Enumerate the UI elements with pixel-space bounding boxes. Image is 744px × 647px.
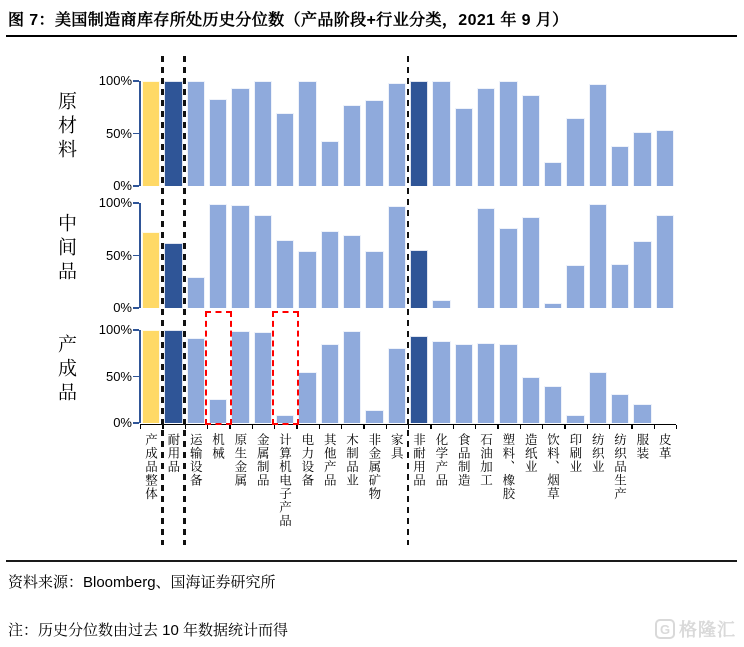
bar bbox=[343, 331, 362, 423]
bar bbox=[298, 81, 317, 186]
y-axis-tick bbox=[133, 185, 139, 187]
x-axis-label: 计算机电子产品 bbox=[277, 433, 292, 528]
bar bbox=[254, 332, 273, 423]
highlight-box bbox=[272, 311, 299, 425]
bar bbox=[544, 303, 563, 308]
bar bbox=[566, 118, 585, 186]
bar bbox=[231, 331, 250, 423]
x-axis-tick bbox=[207, 425, 208, 429]
x-axis-tick bbox=[631, 425, 632, 429]
y-tick-label: 0% bbox=[113, 300, 132, 315]
bar bbox=[477, 208, 496, 308]
stage-separator-line bbox=[183, 56, 186, 545]
x-axis-label: 造纸业 bbox=[523, 433, 538, 474]
y-tick-label: 100% bbox=[98, 73, 132, 88]
bar bbox=[611, 394, 630, 423]
bar bbox=[365, 100, 384, 186]
y-axis bbox=[139, 330, 141, 423]
bar bbox=[522, 217, 541, 308]
y-tick-label: 50% bbox=[105, 247, 132, 263]
y-axis-tick bbox=[133, 202, 139, 204]
y-axis-tick bbox=[133, 133, 139, 135]
bar bbox=[432, 341, 451, 423]
highlight-box bbox=[205, 311, 232, 425]
bar bbox=[544, 162, 563, 186]
x-axis-tick bbox=[453, 425, 454, 429]
bar bbox=[410, 336, 429, 423]
bar bbox=[566, 265, 585, 308]
bar bbox=[276, 113, 295, 187]
bar bbox=[298, 251, 317, 308]
x-axis-label: 运输设备 bbox=[188, 433, 203, 487]
y-axis-tick bbox=[133, 422, 139, 424]
bar bbox=[499, 228, 518, 308]
x-axis-label: 石油加工 bbox=[478, 433, 493, 487]
panel-label: 中间品 bbox=[55, 212, 76, 285]
bar bbox=[187, 81, 206, 186]
gelonghui-logo bbox=[655, 616, 736, 642]
x-axis-tick bbox=[341, 425, 342, 429]
panel-label: 产成品 bbox=[55, 333, 76, 406]
y-tick-label: 0% bbox=[113, 415, 132, 430]
bar bbox=[432, 81, 451, 186]
bar bbox=[656, 215, 675, 308]
stage-separator-line bbox=[407, 56, 410, 545]
bar bbox=[589, 84, 608, 186]
bar bbox=[343, 235, 362, 309]
x-axis-tick bbox=[252, 425, 253, 429]
bar bbox=[187, 338, 206, 423]
x-axis-label: 产成品整体 bbox=[143, 433, 158, 501]
y-axis bbox=[139, 203, 141, 308]
bar bbox=[365, 251, 384, 308]
bar bbox=[410, 81, 429, 186]
x-axis-label: 印刷业 bbox=[567, 433, 582, 474]
x-axis-tick bbox=[587, 425, 588, 429]
bar bbox=[254, 215, 273, 308]
x-axis-tick bbox=[676, 425, 677, 429]
bar bbox=[656, 130, 675, 186]
x-axis-label: 服装 bbox=[634, 433, 649, 460]
bar bbox=[499, 344, 518, 423]
x-axis-label: 塑料、橡胶 bbox=[500, 433, 515, 501]
x-axis-label: 金属制品 bbox=[255, 433, 270, 487]
bar bbox=[365, 410, 384, 423]
bar bbox=[455, 108, 474, 186]
y-axis-tick bbox=[133, 255, 139, 257]
bar bbox=[388, 206, 407, 308]
bar bbox=[455, 344, 474, 423]
x-axis-tick bbox=[475, 425, 476, 429]
x-axis-label: 皮革 bbox=[657, 433, 672, 460]
bar bbox=[589, 372, 608, 423]
x-axis-label: 纺织业 bbox=[590, 433, 605, 474]
x-axis-tick bbox=[654, 425, 655, 429]
bar bbox=[589, 204, 608, 308]
x-axis-label: 非金属矿物 bbox=[366, 433, 381, 501]
bar bbox=[477, 88, 496, 186]
bar bbox=[209, 204, 228, 308]
x-axis-tick bbox=[542, 425, 543, 429]
y-tick-label: 100% bbox=[98, 195, 132, 210]
bar bbox=[142, 330, 161, 423]
bar bbox=[611, 264, 630, 308]
y-axis-tick bbox=[133, 376, 139, 378]
bar bbox=[142, 81, 161, 186]
note-text: 注：历史分位数由过去 10 年数据统计而得 bbox=[8, 622, 289, 639]
stage-separator-line bbox=[161, 56, 164, 545]
bar bbox=[633, 241, 652, 308]
x-axis-label: 纺织品生产 bbox=[612, 433, 627, 501]
x-axis-tick bbox=[319, 425, 320, 429]
y-tick-label: 100% bbox=[98, 322, 132, 337]
x-axis-label: 非耐用品 bbox=[411, 433, 426, 487]
y-axis-tick bbox=[133, 80, 139, 82]
y-axis bbox=[139, 81, 141, 186]
x-axis-label: 其他产品 bbox=[322, 433, 337, 487]
bar bbox=[566, 415, 585, 423]
y-tick-label: 0% bbox=[113, 178, 132, 193]
bar bbox=[298, 372, 317, 423]
x-axis-label: 机械 bbox=[210, 433, 225, 460]
x-axis-tick bbox=[520, 425, 521, 429]
x-axis-tick bbox=[386, 425, 387, 429]
bar bbox=[321, 231, 340, 308]
bar bbox=[231, 88, 250, 186]
x-axis-label: 电力设备 bbox=[299, 433, 314, 487]
bar bbox=[522, 95, 541, 186]
bar bbox=[231, 205, 250, 308]
x-axis-label: 原生金属 bbox=[232, 433, 247, 487]
bar bbox=[544, 386, 563, 423]
x-axis-label: 饮料、烟草 bbox=[545, 433, 560, 501]
bar bbox=[633, 132, 652, 186]
logo-g-icon: G bbox=[655, 619, 675, 639]
x-axis-tick bbox=[609, 425, 610, 429]
x-axis-label: 木制品业 bbox=[344, 433, 359, 487]
y-axis-tick bbox=[133, 329, 139, 331]
x-axis-tick bbox=[229, 425, 230, 429]
x-axis-label: 耐用品 bbox=[165, 433, 180, 474]
bar bbox=[321, 344, 340, 423]
x-axis-tick bbox=[564, 425, 565, 429]
panel-label: 原材料 bbox=[55, 90, 76, 163]
x-axis-tick bbox=[296, 425, 297, 429]
x-axis-label: 家具 bbox=[389, 433, 404, 460]
x-axis-tick bbox=[430, 425, 431, 429]
bar bbox=[388, 348, 407, 423]
source-text: 资料来源：Bloomberg、国海证券研究所 bbox=[8, 574, 276, 591]
bar bbox=[611, 146, 630, 186]
bar bbox=[477, 343, 496, 423]
bar bbox=[499, 81, 518, 186]
bar bbox=[187, 277, 206, 309]
bar bbox=[276, 240, 295, 308]
bar bbox=[164, 243, 183, 308]
y-tick-label: 50% bbox=[105, 368, 132, 384]
x-axis-label: 食品制造 bbox=[456, 433, 471, 487]
footer-divider bbox=[6, 560, 737, 562]
bar bbox=[164, 81, 183, 186]
x-axis-label: 化学产品 bbox=[433, 433, 448, 487]
bar bbox=[522, 377, 541, 424]
bar bbox=[254, 81, 273, 186]
y-tick-label: 50% bbox=[105, 125, 132, 141]
bar bbox=[432, 300, 451, 308]
bar bbox=[388, 83, 407, 186]
x-axis-tick bbox=[140, 425, 141, 429]
bar bbox=[209, 99, 228, 186]
bar bbox=[164, 330, 183, 423]
logo-text: 格隆汇 bbox=[679, 620, 736, 640]
y-axis-tick bbox=[133, 307, 139, 309]
bar bbox=[410, 250, 429, 308]
bar bbox=[343, 105, 362, 186]
bar bbox=[142, 232, 161, 308]
x-axis-tick bbox=[363, 425, 364, 429]
figure-title: 图 7：美国制造商库存所处历史分位数（产品阶段+行业分类，2021 年 9 月） bbox=[8, 12, 569, 29]
bar bbox=[633, 404, 652, 423]
x-axis-tick bbox=[274, 425, 275, 429]
bar bbox=[321, 141, 340, 186]
x-axis-tick bbox=[497, 425, 498, 429]
